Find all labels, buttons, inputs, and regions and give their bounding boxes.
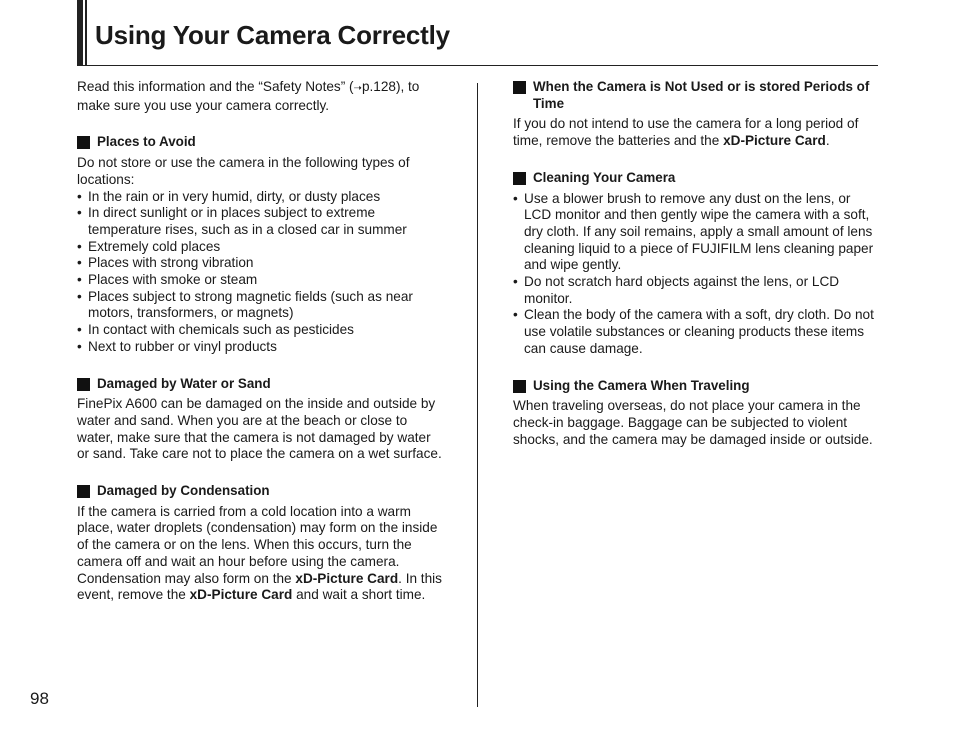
list-item: • Clean the body of the camera with a soft, dry cloth. Do not use volatile substances or cleaning products these items can cause damage. <box>513 307 878 357</box>
list-item: • Do not scratch hard objects against the lens, or LCD monitor. <box>513 274 878 307</box>
square-bullet-icon <box>77 378 90 391</box>
body-text: . In this event, remove the <box>77 570 442 603</box>
section-heading <box>77 483 442 500</box>
list-item: • Use a blower brush to remove any dust on the lens, or LCD monitor and then gently wipe the camera with a soft, dry cloth. If any soil remains, apply a small amount of lens cleaning liquid to a piece of FUJIFILM lens cleaning paper and wipe gently. <box>513 191 878 275</box>
section-heading <box>513 79 878 112</box>
square-bullet-icon <box>513 172 526 185</box>
places-intro: Do not store or use the camera in the following types of locations: <box>77 155 410 187</box>
intro-text-b: p.128), to make sure you use your camera correctly. <box>77 79 420 113</box>
places-list <box>77 189 442 356</box>
column-divider <box>477 83 478 707</box>
condensation-body <box>77 504 442 604</box>
list-item: • Extremely cold places <box>77 239 442 256</box>
intro-paragraph <box>77 79 442 114</box>
right-column <box>513 79 878 448</box>
bold-term: xD-Picture Card <box>295 570 399 586</box>
square-bullet-icon <box>77 485 90 498</box>
heading-text: When the Camera is Not Used or is stored Periods of Time <box>533 79 870 111</box>
body-text: If you do not intend to use the camera for a long period of time, remove the batteries and the <box>513 116 859 149</box>
section-heading <box>513 170 878 187</box>
page-title: Using Your Camera Correctly <box>95 20 450 50</box>
heading-text: Places to Avoid <box>97 134 196 150</box>
bold-term: xD-Picture Card <box>723 133 826 149</box>
intro-text-a: Read this information and the “Safety Notes” ( <box>77 79 354 94</box>
bold-term: xD-Picture Card <box>189 587 293 603</box>
cleaning-list <box>513 191 878 358</box>
section-condensation <box>77 483 442 604</box>
page-number: 98 <box>30 689 49 708</box>
list-item: • In contact with chemicals such as pesticides <box>77 322 442 339</box>
section-places-to-avoid <box>77 134 442 355</box>
arrow-icon: ➝ <box>353 83 362 94</box>
heading-text: Damaged by Water or Sand <box>97 375 271 391</box>
square-bullet-icon <box>513 81 526 94</box>
section-heading <box>77 134 442 151</box>
list-item: • Next to rubber or vinyl products <box>77 339 442 356</box>
list-item: • Places with smoke or steam <box>77 272 442 289</box>
list-item: • Places with strong vibration <box>77 255 442 272</box>
section-water-sand <box>77 376 442 464</box>
section-heading <box>77 376 442 393</box>
title-accent-bar <box>85 0 87 65</box>
list-item: • In direct sunlight or in places subject to extreme temperature rises, such as in a closed car in summer <box>77 205 442 238</box>
section-traveling <box>513 378 878 449</box>
water-body: FinePix A600 can be damaged on the inside and outside by water and sand. When you are at the beach or close to water, make sure that the camera is not damaged by water or sand. Take care not to place the camera on a wet surface. <box>77 396 442 462</box>
body-text: . <box>825 133 830 149</box>
body-text: If the camera is carried from a cold location into a warm place, water droplets (condensation) may form on the inside of the camera or on the lens. When this occurs, turn the camera off and wait an hour before using the camera. Condensation may also form on the <box>77 503 438 586</box>
not-used-body <box>513 116 878 149</box>
section-not-used <box>513 79 878 150</box>
section-heading <box>513 378 878 395</box>
square-bullet-icon <box>77 136 90 149</box>
heading-text: Cleaning Your Camera <box>533 169 676 185</box>
left-column <box>77 79 442 604</box>
section-cleaning <box>513 170 878 358</box>
list-item: • In the rain or in very humid, dirty, or dusty places <box>77 189 442 206</box>
heading-text: Damaged by Condensation <box>97 483 270 499</box>
traveling-body: When traveling overseas, do not place your camera in the check-in baggage. Baggage can be subjected to violent shocks, and the camera may be damaged inside or outside. <box>513 398 873 447</box>
square-bullet-icon <box>513 380 526 393</box>
body-text: and wait a short time. <box>292 587 426 603</box>
heading-text: Using the Camera When Traveling <box>533 377 750 393</box>
list-item: • Places subject to strong magnetic fields (such as near motors, transformers, or magnets) <box>77 289 442 322</box>
